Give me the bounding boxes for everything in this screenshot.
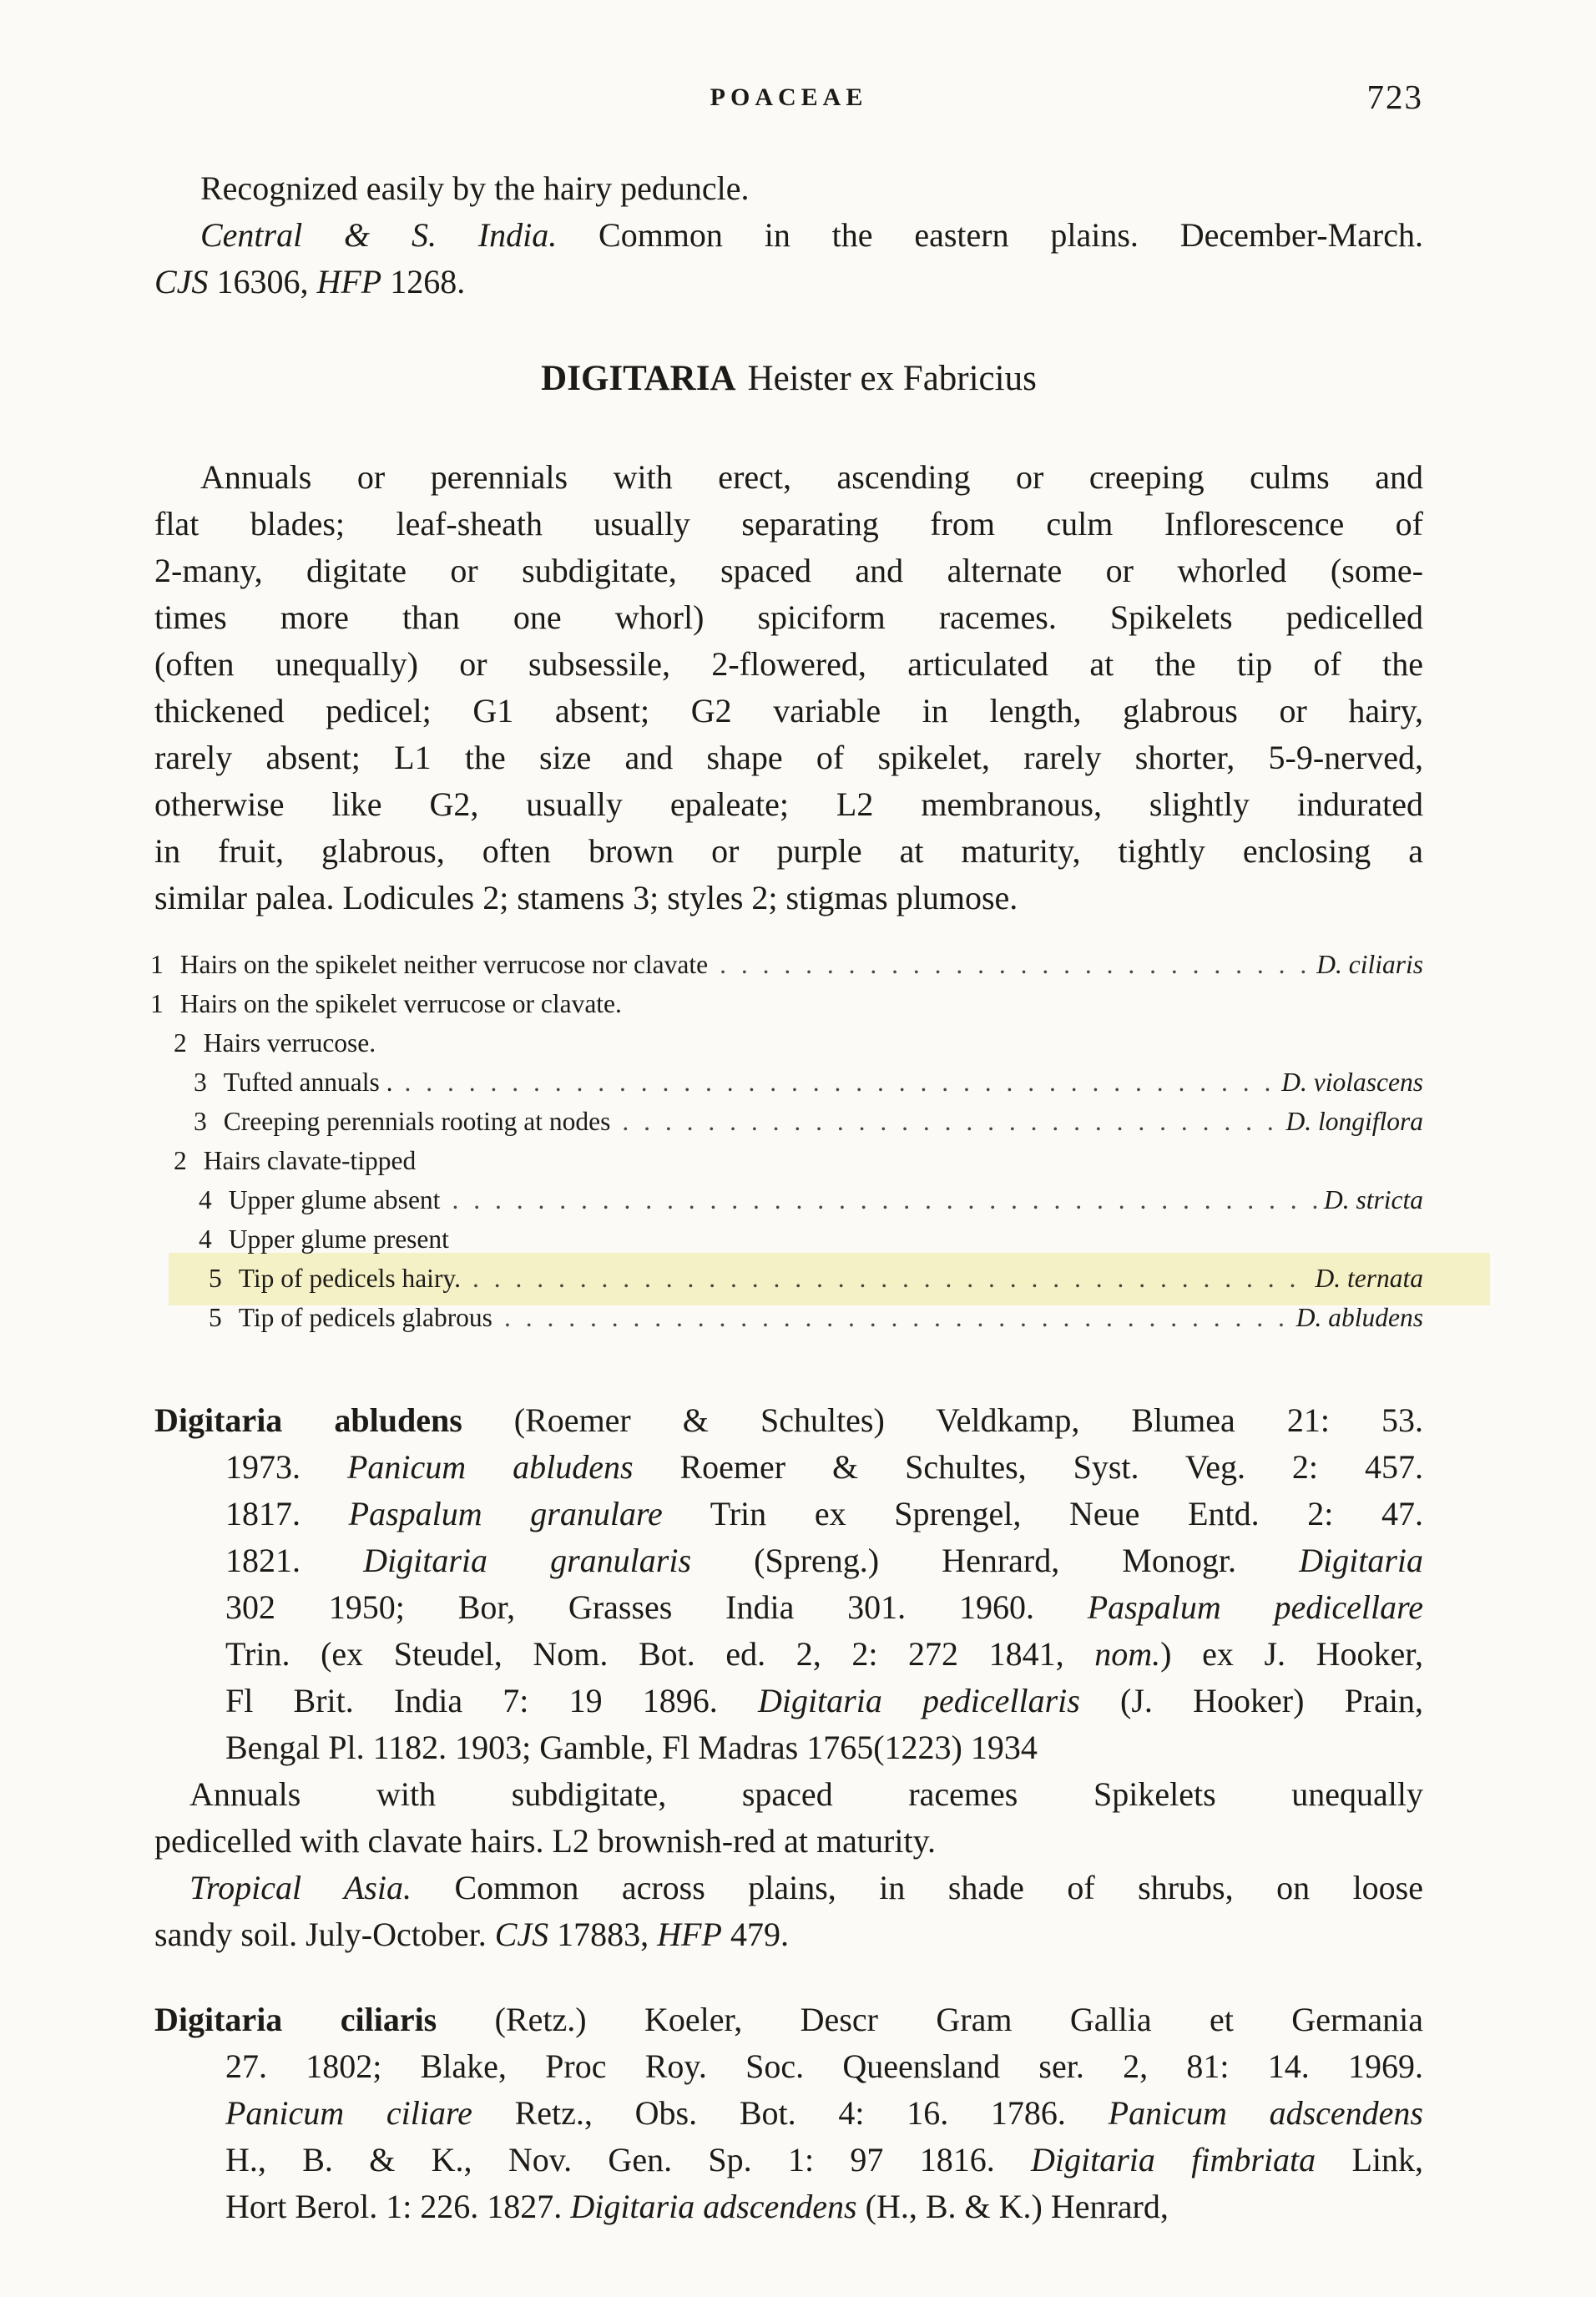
key-row [174,1141,1423,1180]
text-line [225,1584,1423,1631]
leader-dots [622,1102,1280,1141]
text-line [154,454,1423,501]
text-line [225,1444,1423,1491]
text-line [154,1397,1423,1444]
italic-text-run: Paspalum pedicellare [1087,1588,1423,1626]
key-lead-text: Hairs on the spikelet neither verrucose nor clavate [179,950,709,979]
text-run: 17883, [548,1916,658,1953]
key-row [209,1298,1423,1337]
text-line [154,501,1423,548]
text-line [154,165,1423,212]
text-line [225,1631,1423,1678]
text-line [154,641,1423,688]
text-run: in fruit, glabrous, often brown or purple at maturity, tightly enclosing a [154,832,1423,870]
text-line [154,548,1423,594]
text-line [154,1997,1423,2043]
italic-text-run: HFP [316,263,382,300]
bold-text-run: Digitaria ciliaris [154,2001,437,2038]
key-couplet-number: 4 [199,1185,212,1214]
key-couplet-number: 2 [174,1028,187,1058]
bold-text-run: Digitaria abludens [154,1401,462,1439]
key-couplet-number: 3 [194,1107,207,1136]
page-number: 723 [1366,78,1423,116]
key-row [194,1102,1423,1141]
italic-text-run: Panicum abludens [346,1448,634,1486]
leader-dots [504,1298,1291,1337]
text-run: pedicelled with clavate hairs. L2 brownish-red at maturity. [154,1822,936,1860]
text-run: times more than one whorl) spiciform racemes. Spikelets pedicelled [154,598,1423,636]
key-lead-text: Tufted annuals . [223,1068,393,1097]
italic-text-run: HFP [657,1916,722,1953]
intro-paragraphs [154,165,1423,305]
text-run: flat blades; leaf-sheath usually separating from culm Inflorescence of [154,505,1423,543]
text-run: (often unequally) or subsessile, 2-flowered, articulated at the tip of the [154,645,1423,683]
genus-authority: Heister ex Fabricius [747,359,1037,398]
italic-text-run: Digitaria fimbriata [1031,2141,1316,2178]
key-row [150,945,1423,984]
text-run: Common across plains, in shade of shrubs, on loose [411,1869,1423,1906]
text-run: 2-many, digitate or subdigitate, spaced and alternate or whorled (some- [154,552,1423,589]
text-line [154,875,1423,921]
text-run: Fl Brit. India 7: 19 1896. [225,1682,758,1719]
text-line [225,2183,1423,2230]
text-run: 1268. [381,263,466,300]
key-lead-text: Tip of pedicels glabrous [238,1303,492,1332]
key-lead-text: Creeping perennials rooting at nodes [223,1107,611,1136]
text-run: Recognized easily by the hairy peduncle. [200,169,750,207]
text-line [225,2043,1423,2090]
text-line [225,1678,1423,1724]
key-couplet-number: 1 [150,989,164,1018]
key-couplet-number: 2 [174,1146,187,1175]
text-run: sandy soil. July-October. [154,1916,495,1953]
text-run: 16306, [208,263,317,300]
key-lead-text: Hairs on the spikelet verrucose or clavate. [179,989,622,1018]
text-run: (Spreng.) Henrard, Monogr. [691,1542,1300,1579]
text-run: 302 1950; Bor, Grasses India 301. 1960. [225,1588,1088,1626]
text-line [154,735,1423,781]
key-lead-text: Hairs verrucose. [203,1028,376,1058]
italic-text-run: Digitaria pedicellaris [757,1682,1080,1719]
text-line [154,688,1423,735]
key-row [199,1180,1423,1219]
key-lead-text: Upper glume absent [228,1185,441,1214]
text-line [225,1491,1423,1537]
text-run: similar palea. Lodicules 2; stamens 3; styles 2; stigmas plumose. [154,879,1018,916]
italic-text-run: Digitaria granularis [363,1542,692,1579]
text-run: Bengal Pl. 1182. 1903; Gamble, Fl Madras 1765(1223) 1934 [225,1729,1038,1766]
key-couplet-number: 1 [150,950,164,979]
key-couplet-number: 4 [199,1224,212,1254]
text-line [154,1771,1423,1818]
text-run: 1973. [225,1448,347,1486]
leader-dots [720,945,1311,984]
key-species-name: D. ciliaris [1316,950,1423,979]
text-run: ) ex J. Hooker, [1160,1635,1423,1673]
text-run: (H., B. & K.) Henrard, [856,2188,1169,2225]
text-run: Common in the eastern plains. December-March. [557,216,1423,254]
text-run: thickened pedicel; G1 absent; G2 variable in length, glabrous or hairy, [154,692,1423,729]
species-entry-ciliaris [154,1997,1423,2230]
text-run: 27. 1802; Blake, Proc Roy. Soc. Queensland ser. 2, 81: 14. 1969. [225,2047,1423,2085]
italic-text-run: nom. [1094,1635,1161,1673]
text-run: Annuals or perennials with erect, ascending or creeping culms and [200,458,1423,496]
text-line [225,2137,1423,2183]
text-run: Annuals with subdigitate, spaced racemes Spikelets unequally [189,1775,1423,1813]
key-couplet-number: 5 [209,1264,222,1293]
key-species-name: D. longiflora [1285,1107,1423,1136]
italic-text-run: Digitaria [1299,1542,1423,1579]
text-run: (J. Hooker) Prain, [1079,1682,1423,1719]
text-line [225,1537,1423,1584]
italic-text-run: CJS [154,263,209,300]
text-run: (Retz.) Koeler, Descr Gram Gallia et Germania [437,2001,1423,2038]
genus-description [154,454,1423,921]
leader-dots [472,1259,1310,1298]
key-couplet-number: 3 [194,1068,207,1097]
italic-text-run: Panicum ciliare [225,2094,472,2132]
text-run: Roemer & Schultes, Syst. Veg. 2: 457. [633,1448,1423,1486]
text-line [154,1818,1423,1865]
species-entry-abludens [154,1397,1423,1958]
key-species-name: D. abludens [1295,1303,1423,1332]
key-species-name: D. violascens [1281,1068,1423,1097]
genus-heading [154,356,1423,402]
key-species-name: D. stricta [1323,1185,1423,1214]
key-couplet-number: 5 [209,1303,222,1332]
text-run: otherwise like G2, usually epaleate; L2 membranous, slightly indurated [154,785,1423,823]
text-run: Trin. (ex Steudel, Nom. Bot. ed. 2, 2: 272 1841, [225,1635,1095,1673]
italic-text-run: Tropical Asia. [189,1869,412,1906]
text-line [154,259,1423,305]
text-run: H., B. & K., Nov. Gen. Sp. 1: 97 1816. [225,2141,1032,2178]
text-line [154,828,1423,875]
italic-text-run: Digitaria adscendens [570,2188,857,2225]
italic-text-run: CJS [494,1916,549,1953]
text-run: 1821. [225,1542,364,1579]
page-header [154,77,1423,119]
text-run: (Roemer & Schultes) Veldkamp, Blumea 21: 53. [462,1401,1423,1439]
italic-text-run: Panicum adscendens [1108,2094,1423,2132]
text-line [225,2090,1423,2137]
identification-key [150,945,1423,1337]
text-line [154,1865,1423,1911]
text-line [154,212,1423,259]
key-row [174,1023,1423,1063]
text-line [225,1724,1423,1771]
italic-text-run: Central & S. India. [200,216,558,254]
key-row [194,1063,1423,1102]
key-lead-text: Tip of pedicels hairy. [238,1264,462,1293]
key-lead-text: Upper glume present [228,1224,449,1254]
italic-text-run: Paspalum granulare [348,1495,663,1532]
text-run: Retz., Obs. Bot. 4: 16. 1786. [472,2094,1109,2132]
genus-name: DIGITARIA [541,359,736,398]
key-species-name: D. ternata [1315,1264,1423,1293]
text-line [154,1911,1423,1958]
text-run: 1817. [225,1495,349,1532]
key-lead-text: Hairs clavate-tipped [203,1146,417,1175]
key-row [150,984,1423,1023]
leader-dots [404,1063,1276,1102]
text-run: Link, [1316,2141,1424,2178]
running-head: POACEAE [710,83,868,111]
text-run: rarely absent; L1 the size and shape of spikelet, rarely shorter, 5-9-nerved, [154,739,1423,776]
leader-dots [452,1180,1319,1219]
text-run: 479. [721,1916,789,1953]
text-run: Trin ex Sprengel, Neue Entd. 2: 47. [662,1495,1424,1532]
text-line [154,781,1423,828]
text-run: Hort Berol. 1: 226. 1827. [225,2188,571,2225]
text-line [154,594,1423,641]
